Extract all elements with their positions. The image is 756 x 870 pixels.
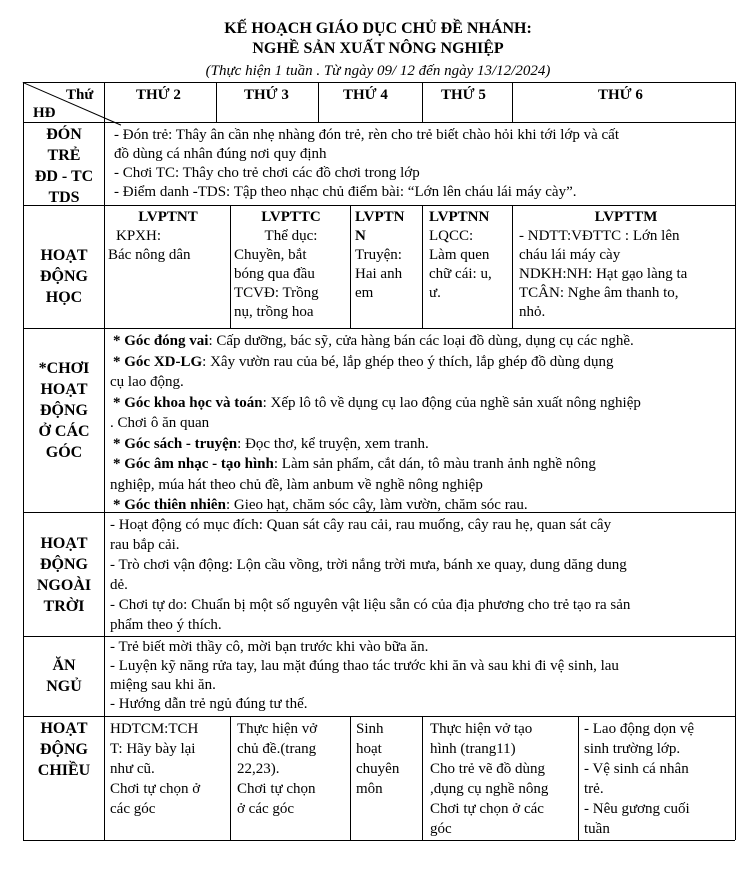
- lesson-thu: LVPTNN LQCC: Làm quen chữ cái: u, ư.: [429, 209, 492, 301]
- document-subtitle-theme: NGHỀ SẢN XUẤT NÔNG NGHIỆP: [252, 40, 504, 57]
- row-label-an-ngu: ĂN NGỦ: [46, 657, 82, 695]
- lesson-mon: LVPTNT KPXH: Bác nông dân: [108, 209, 198, 263]
- chieu-tue: Thực hiện vở chủ đề.(trang 22,23). Chơi tự chọn ở các góc: [237, 721, 318, 817]
- day-header-tue: THỨ 3: [244, 87, 289, 103]
- day-header-thu: THỨ 5: [441, 87, 486, 103]
- lesson-fri: LVPTTM - NDTT:VĐTTC : Lớn lên cháu lái máy cày NDKH:NH: Hạt gạo làng ta TCÂN: Nghe âm thanh to, nhỏ.: [519, 209, 688, 320]
- an-ngu-content: - Trẻ biết mời thầy cô, mời bạn trước khi vào bữa ăn. - Luyện kỹ năng rửa tay, lau mặt đúng thao tác trước khi ăn và sau khi đi vệ sinh, lau miệng sau khi ăn. - Hướng dẫn trẻ ngủ đúng tư thế.: [110, 639, 619, 712]
- chieu-thu: Thực hiện vở tạo hình (trang11) Cho trẻ vẽ đồ dùng ,dụng cụ nghề nông Chơi tự chọn ở các góc: [430, 721, 549, 837]
- document-title: KẾ HOẠCH GIÁO DỤC CHỦ ĐỀ NHÁNH:: [224, 20, 532, 37]
- goc-content: * Góc đóng vai: Cấp dưỡng, bác sỹ, cửa hàng bán các loại đồ dùng, dụng cụ các nghề. * Góc XD-LG: Xây vườn rau của bé, lắp ghép theo ý thích, lắp ghép đồ dùng dụng cụ lao động. * Góc khoa học và toán: Xếp lô tô về dụng cụ lao động của nghề sản xuất nông nghiệp . Chơi ô ăn quan * Góc sách - truyện: Đọc thơ, kể truyện, xem tranh. * Góc âm nhạc - tạo hình: Làm sản phẩm, cắt dán, tô màu tranh ảnh nghề nông nghiệp, múa hát theo chủ đề, làm anbum về nghề nông nghiệp * Góc thiên nhiên: Gieo hạt, chăm sóc cây, làm vườn, chăm sóc rau.: [110, 333, 641, 513]
- row-label-goc: *CHƠI HOẠT ĐỘNG Ở CÁC GÓC: [38, 360, 90, 461]
- chieu-fri: - Lao động dọn vệ sinh trường lớp. - Vệ sinh cá nhân trẻ. - Nêu gương cuối tuần: [584, 721, 694, 837]
- chieu-wed: Sinh hoạt chuyên môn: [356, 721, 400, 797]
- lesson-tue: LVPTTC Thể dục: Chuyền, bắt bóng qua đầu TCVĐ: Trồng nụ, trồng hoa: [234, 209, 321, 320]
- chieu-mon: HDTCM:TCH T: Hãy bày lại như cũ. Chơi tự chọn ở các góc: [110, 721, 201, 817]
- corner-day-label: Thứ: [66, 87, 94, 103]
- day-header-mon: THỨ 2: [136, 87, 181, 103]
- don-tre-content: - Đón trẻ: Thây ân cần nhẹ nhàng đón trẻ, rèn cho trẻ biết chào hỏi khi tới lớp và cất đồ dùng cá nhân đúng nơi quy định - Chơi TC: Thây cho trẻ chơi các đồ chơi trong lớp - Điểm danh -TDS: Tập theo nhạc chủ điểm bài: “Lớn lên cháu lái máy cày”.: [114, 127, 620, 200]
- day-header-fri: THỨ 6: [598, 87, 643, 103]
- day-header-wed: THỨ 4: [343, 87, 388, 103]
- row-label-ngoai-troi: HOẠT ĐỘNG NGOÀI TRỜI: [36, 535, 92, 615]
- date-range: (Thực hiện 1 tuần . Từ ngày 09/ 12 đến ngày 13/12/2024): [205, 63, 551, 79]
- row-label-chieu: HOẠT ĐỘNG CHIỀU: [37, 720, 91, 779]
- row-label-hoat-dong-hoc: HOẠT ĐỘNG HỌC: [40, 247, 88, 306]
- row-label-don-tre: ĐÓN TRẺ ĐD - TC TDS: [34, 126, 94, 206]
- ngoai-troi-content: - Hoạt động có mục đích: Quan sát cây rau cải, rau muống, cây rau hẹ, quan sát cây rau bắp cải. - Trò chơi vận động: Lộn cầu vồng, trời nắng trời mưa, bánh xe quay, dung dăng dung dẻ. - Chơi tự do: Chuẩn bị một số nguyên vật liệu sẵn có của địa phương cho trẻ tạo ra sản phẩm theo ý thích.: [110, 517, 631, 633]
- lesson-wed: LVPTN N Truyện: Hai anh em: [355, 209, 405, 301]
- corner-activity-label: HĐ: [33, 105, 56, 121]
